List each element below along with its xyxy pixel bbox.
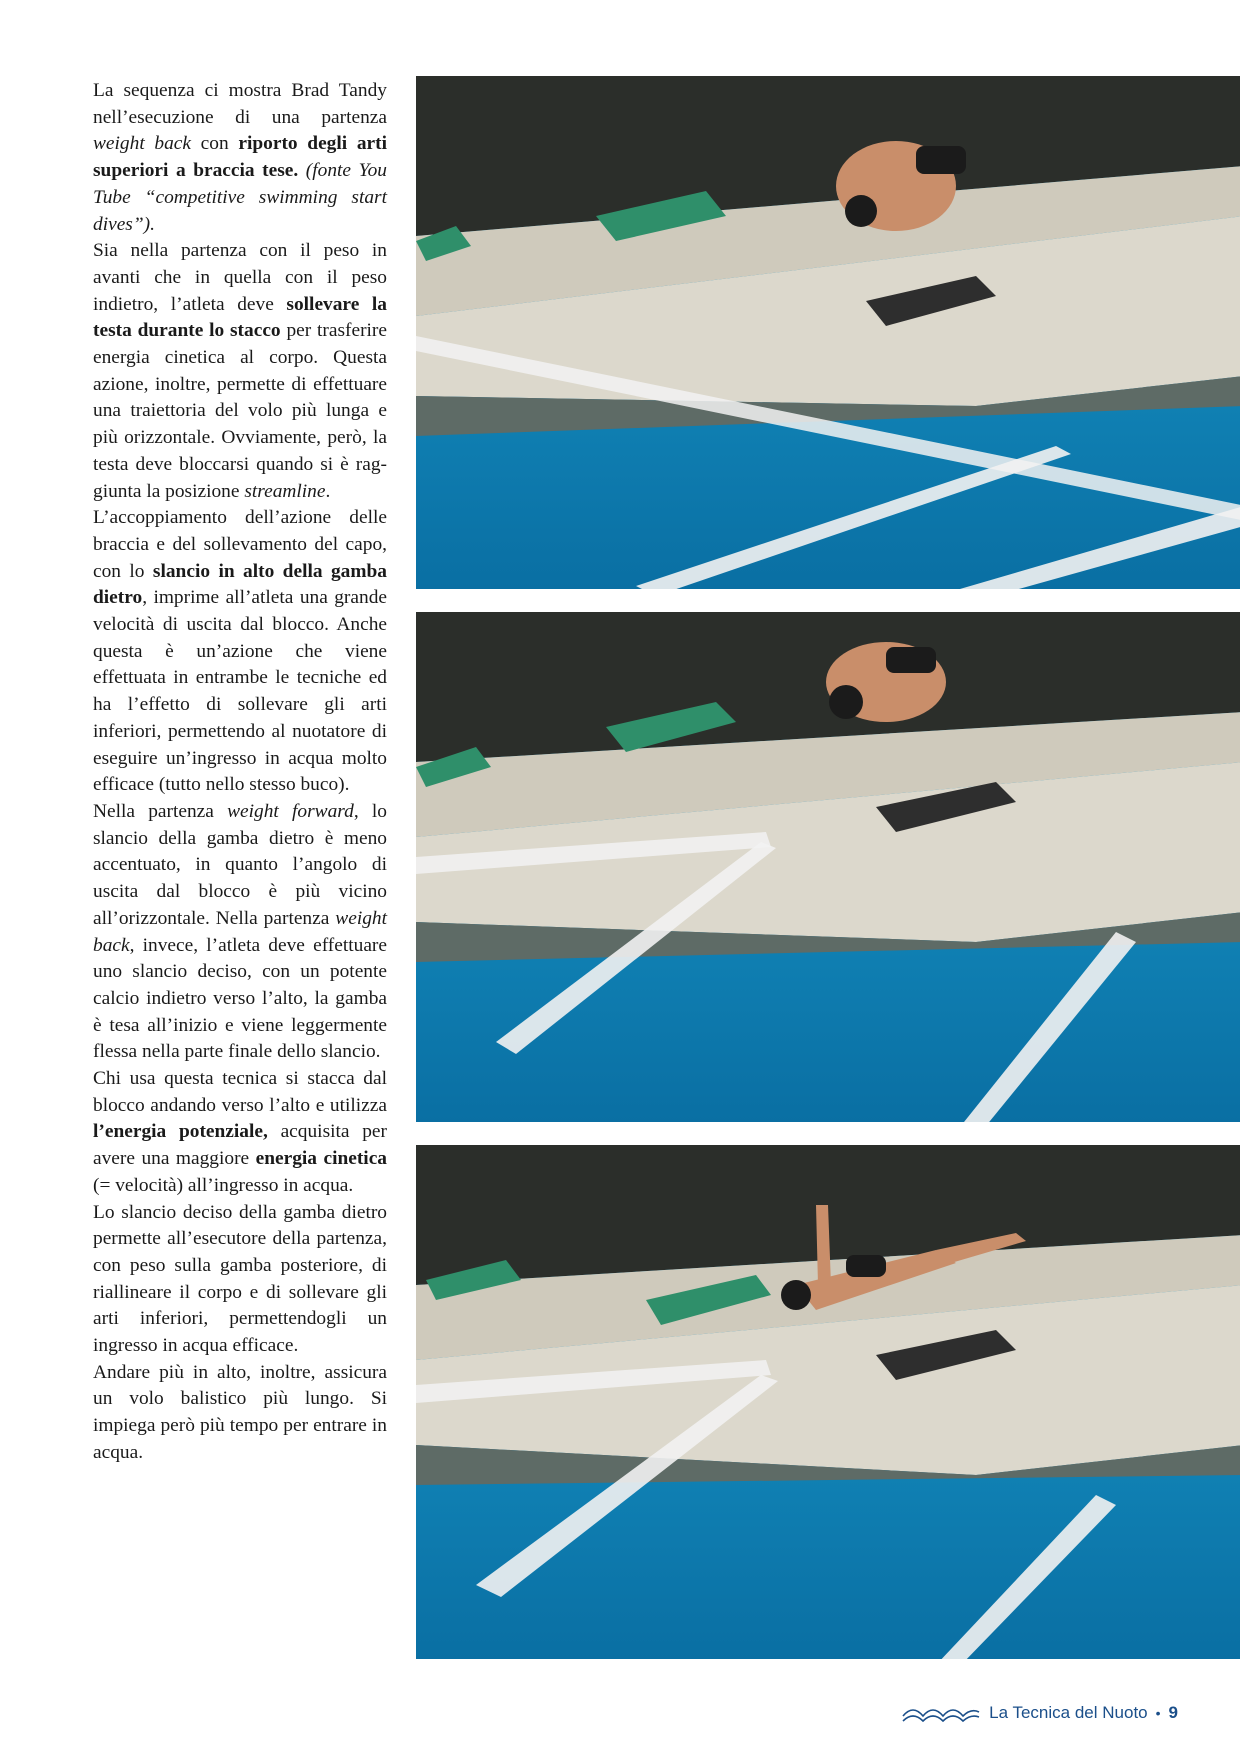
magazine-name: La Tecnica del Nuoto xyxy=(989,1703,1148,1722)
text-run: L’accoppiamento dell’azione delle braccia e del sollevamento del capo, con lo xyxy=(93,507,387,582)
bold-highlight: riporto degli arti superiori a braccia tese. xyxy=(93,133,387,182)
swimmer-cap xyxy=(781,1280,811,1310)
text-run: acquisita per avere una maggiore xyxy=(93,1121,387,1170)
article-paragraph xyxy=(93,1066,387,1200)
text-run: , invece, l’atleta deve effettuare uno slancio deciso, con un potente calcio indietro verso l’alto, la gamba è tesa all’inizio e viene leggermente flessa nella parte finale dello slancio. xyxy=(93,934,387,1063)
article-text-column xyxy=(93,78,387,1467)
text-run: La sequenza ci mostra Brad Tandy nell’esecuzione di una partenza xyxy=(93,80,387,128)
text-run: (= velocità) all’ingresso in acqua. xyxy=(93,1174,354,1196)
article-paragraph xyxy=(93,799,387,1066)
italic-term: weight back xyxy=(93,907,387,956)
start-sequence-photo-2 xyxy=(416,612,1240,1122)
text-run: Nella partenza xyxy=(93,800,228,822)
text-run: , lo slancio della gamba dietro è meno accentuato, in quanto l’angolo di uscita dal blocco è più vicino all’orizzontale. Nella partenza xyxy=(93,800,387,929)
page-number: 9 xyxy=(1168,1703,1178,1722)
article-paragraph xyxy=(93,238,387,505)
swimmer-cap xyxy=(829,685,863,719)
footer-separator: • xyxy=(1155,1705,1161,1721)
italic-term: weight forward xyxy=(227,800,354,822)
bold-highlight: slancio in alto della gamba dietro xyxy=(93,560,387,609)
article-paragraph xyxy=(93,1360,387,1467)
page-footer xyxy=(901,1698,1178,1728)
pool-start-illustration xyxy=(416,612,1240,1122)
article-paragraph xyxy=(93,78,387,238)
text-run xyxy=(298,160,306,181)
swimsuit xyxy=(886,647,936,673)
text-run: Andare più in alto, inoltre, assicura un volo balistico più lungo. Si impiega però più tempo per entrare in acqua. xyxy=(93,1361,387,1463)
start-sequence-photo-1 xyxy=(416,76,1240,589)
bold-highlight: energia cinetica xyxy=(255,1148,387,1170)
article-paragraph xyxy=(93,1200,387,1360)
article-paragraph xyxy=(93,505,387,799)
waves-logo-icon xyxy=(901,1702,981,1724)
swimsuit xyxy=(846,1255,886,1277)
text-run: con xyxy=(191,133,239,155)
bold-highlight: sollevare la testa durante lo stacco xyxy=(93,293,387,342)
pool-start-illustration xyxy=(416,1145,1240,1659)
text-run: per trasferire energia cinetica al corpo. Questa azione, inoltre, permette di effettuare una traiettoria del volo più lunga e più orizzontale. Ovviamente, però, la testa deve bloccarsi quando si è raggiunta la posizione xyxy=(93,320,387,502)
start-sequence-photo-3 xyxy=(416,1145,1240,1659)
italic-term: weight back xyxy=(93,133,191,155)
swimsuit xyxy=(916,146,966,174)
swimmer-cap xyxy=(845,195,877,227)
text-run: Chi usa questa tecnica si stacca dal blocco andando verso l’alto e utilizza xyxy=(93,1068,387,1116)
text-run: . xyxy=(325,480,331,502)
bold-highlight: l’energia potenziale, xyxy=(93,1121,268,1143)
text-run: , imprime all’atleta una grande velocità di uscita dal blocco. Anche questa è un’azione che viene effettuata in entrambe le tecniche ed ha l’effetto di sollevare gli arti inferiori, permettendo al nuotatore di eseguire un’ingresso in acqua molto efficace (tutto nello stesso buco). xyxy=(93,587,387,796)
source-credit: (fonte You Tube “competitive swimming start dives”). xyxy=(93,160,387,235)
text-run: Lo slancio deciso della gamba dietro permette all’esecutore della partenza, con peso sulla gamba posteriore, di riallineare il corpo e di sollevare gli arti inferiori, permettendogli un ingresso in acqua efficace. xyxy=(93,1201,387,1357)
pool-start-illustration xyxy=(416,76,1240,589)
text-run: Sia nella partenza con il peso in avanti che in quella con il peso indietro, l’atleta deve xyxy=(93,240,387,315)
italic-term: streamline xyxy=(244,480,326,502)
